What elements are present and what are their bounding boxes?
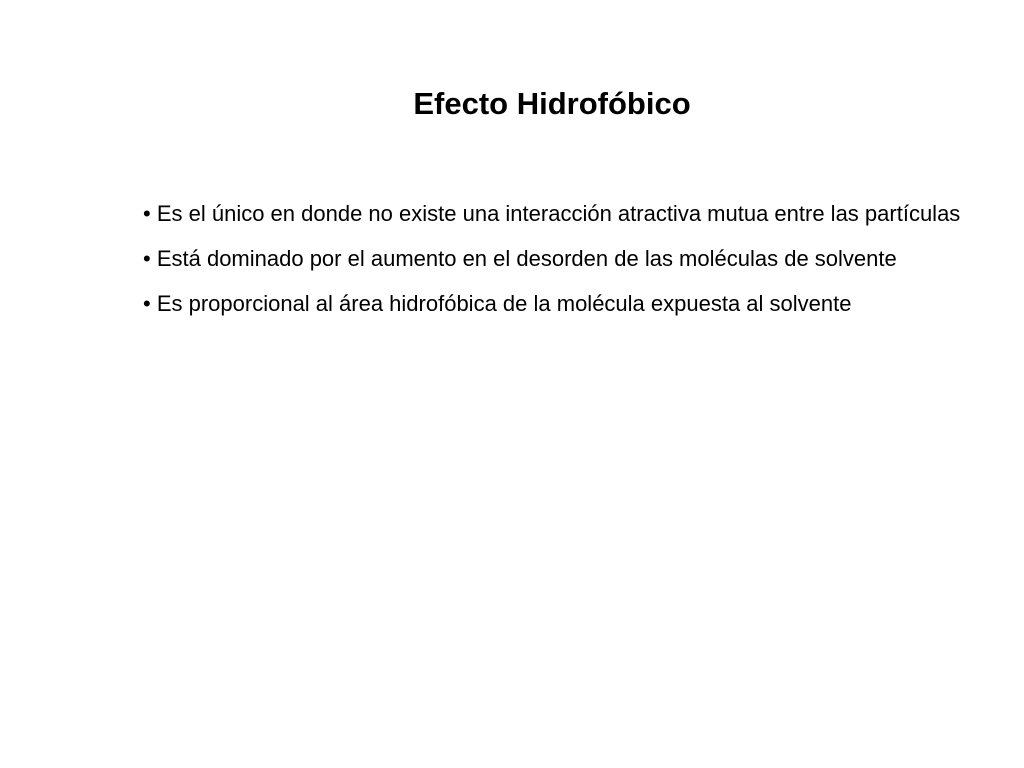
bullet-symbol: • <box>143 201 151 226</box>
bullet-item <box>143 288 963 320</box>
bullet-list <box>143 198 963 333</box>
bullet-text: Está dominado por el aumento en el desorden de las moléculas de solvente <box>156 246 897 271</box>
bullet-item <box>143 243 963 275</box>
bullet-symbol: • <box>143 291 151 316</box>
slide-title: Efecto Hidrofóbico <box>413 86 691 121</box>
bullet-text: Es el único en donde no existe una interacción atractiva mutua entre las partículas <box>156 201 961 226</box>
bullet-item <box>143 198 963 230</box>
bullet-symbol: • <box>143 246 151 271</box>
bullet-text: Es proporcional al área hidrofóbica de la molécula expuesta al solvente <box>156 291 852 316</box>
